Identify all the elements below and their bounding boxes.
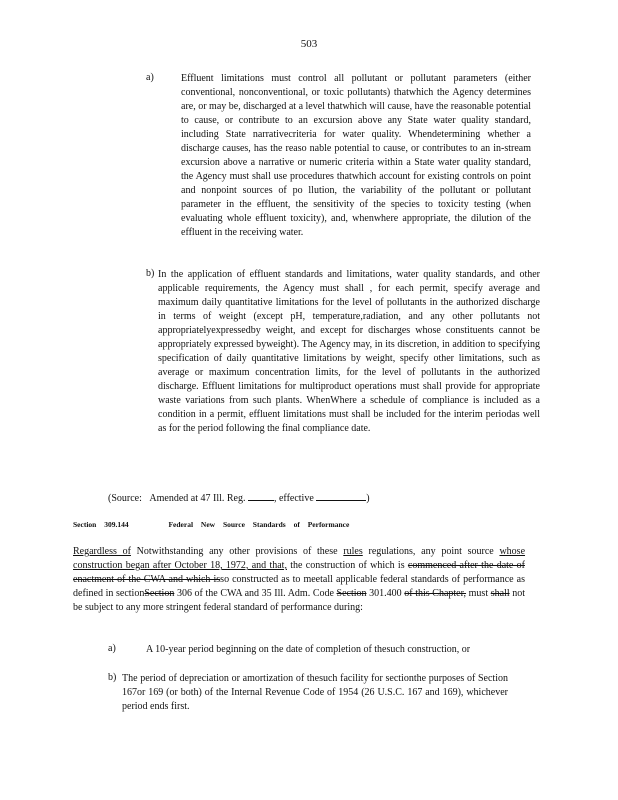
strike-14: of this Chapter, xyxy=(404,588,467,599)
text-2: Notwithstanding any other provisions of these xyxy=(130,546,344,557)
text-4: regulations, any point source xyxy=(362,546,500,557)
source-prefix: (Source: xyxy=(108,493,142,504)
source-amended: Amended at 47 Ill. Reg. xyxy=(149,493,246,504)
section-paragraph xyxy=(73,545,525,615)
source-close: ) xyxy=(366,493,370,504)
item-a-text: Effluent limitations must control all pollutant or pollutant parameters (either conventional, nonconventional, or toxic pollutants) thatwhich the Agency determines are, or may be, discharged at a level thatwhich will cause, have the reasonable potential to cause, or contribute to an excursion above any State water quality standard, including State narrativecriteria for water quality. Whendetermining whether a discharge causes, has the reaso nable potential to cause, or contributes to an in-stream excursion above a narrative or numeric criteria within a State water quality standard, the Agency must shall use procedures thatwhich account for existing controls on point and nonpoint sources of po llution, the variability of the pollutant or pollutant parameter in the effluent, the sensitivity of the species to toxicity testing (when evaluating whole effluent toxicity), and, whenwhere appropriate, the dilution of the effluent in the receiving water. xyxy=(181,73,531,238)
insert-3: rules xyxy=(343,546,363,557)
text-9: all applicable federal standards of performance as defined in section xyxy=(73,574,525,599)
page-number: 503 xyxy=(300,38,318,50)
section-label: Section xyxy=(73,520,97,529)
sub-b-marker: b) xyxy=(108,672,117,683)
strike-16: shall xyxy=(490,588,510,599)
register-page-blank xyxy=(248,490,274,501)
insert-1: Regardless of xyxy=(73,546,131,557)
insert-5: whose construction began after October 18, 1972, and that, xyxy=(73,546,526,571)
text-8: so constructed as to meet xyxy=(220,574,323,585)
section-title: Federal New Source Standards of Performance xyxy=(168,520,350,529)
item-a-marker: a) xyxy=(146,72,154,83)
strike-12: Section xyxy=(336,588,367,599)
section-number: 309.144 xyxy=(104,520,129,529)
source-effective: , effective xyxy=(273,493,314,504)
sub-a-text: A 10-year period beginning on the date of completion of thesuch construction, or xyxy=(146,644,471,655)
text-15: must xyxy=(466,588,491,599)
item-b-text: In the application of effluent standards and limitations, water quality standards, and other applicable requirements, the Agency must shall , for each permit, specify average and maximum daily quantitative limitations for the level of pollutants in the authorized discharge in terms of weight (except pH, temperature,radiation, and any other pollutants not appropriatelyexpressedby weight, and except for discharges whose constituents cannot be appropriately expressed byweight). The Agency may, in its discretion, in addition to specifying specification of daily quantitative limitations by weight, specify other limitations, such as average or maximum concentration limits, for the level of pollutants in the authorized discharge. Effluent limitations for multiproduct operations must shall provide for appropriate waste variations from such plants. WhenWhere a schedule of compliance is included as a condition in a permit, effluent limitations must shall be included for the interim periodas well as for the period following the final compliance date. xyxy=(158,269,540,434)
strike-7: commenced after the date of enactment of the CWA and which is xyxy=(73,560,525,585)
text-6: the construction of which is xyxy=(286,560,408,571)
sub-b-text: The period of depreciation or amortization of thesuch facility for sectionthe purposes of Section 167or 169 (or both) of the Internal Revenue Code of 1954 (26 U.S.C. 167 and 169), whichever period ends first. xyxy=(122,673,508,712)
source-note xyxy=(108,490,370,504)
strike-10: Section xyxy=(144,588,175,599)
effective-date-blank xyxy=(316,490,366,501)
text-17: not be subject to any more stringent federal standard of performance during: xyxy=(73,588,526,613)
item-b-marker: b) xyxy=(146,268,155,279)
section-heading xyxy=(73,520,349,529)
text-13: 301.400 xyxy=(366,588,405,599)
text-11: 306 of the CWA and 35 Ill. Adm. Code xyxy=(174,588,337,599)
sub-a-marker: a) xyxy=(108,643,116,654)
